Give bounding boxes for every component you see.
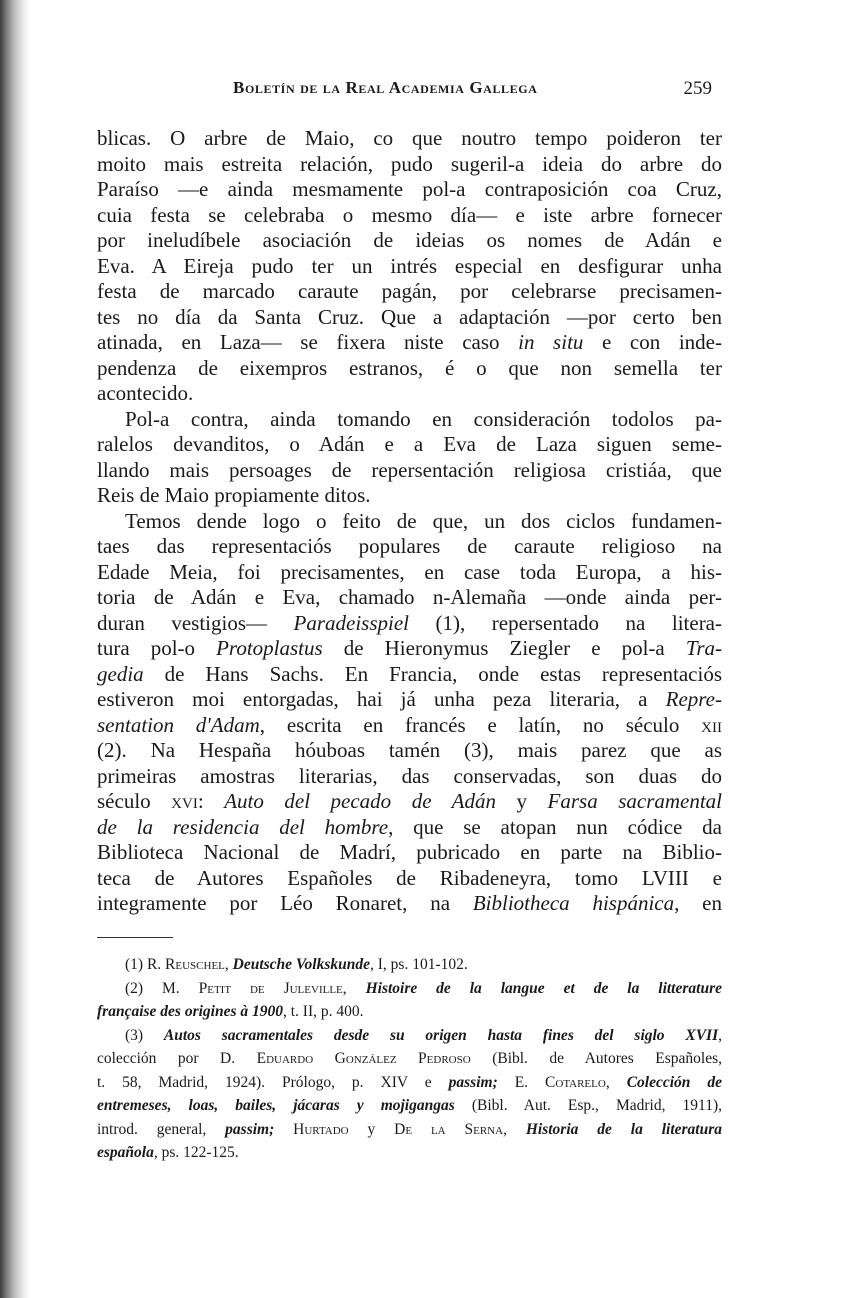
text-line (97, 279, 722, 305)
text-line (97, 560, 722, 586)
footnote-line (97, 977, 722, 1001)
text-run: cuia festa se celebraba o mesmo día— e iste arbre fornecer (97, 202, 722, 227)
text-run: , (224, 956, 233, 973)
italic-text: Tra- (685, 636, 722, 660)
text-line (97, 687, 722, 713)
text-run: blicas. O arbre de Maio, co que noutro tempo poideron ter (97, 126, 722, 150)
text-run: por ineludíbele asociación de ideias os nomes de Adán e (97, 228, 722, 252)
text-run (274, 1121, 293, 1138)
footnote-rule (97, 937, 173, 938)
text-run: ralelos devanditos, o Adán e a Eva de Laza siguen seme- (97, 432, 722, 456)
text-line (97, 432, 722, 458)
italic-text: in situ (518, 330, 584, 354)
text-line (97, 764, 722, 790)
text-run: estiveron moi entorgadas, hai já unha peza literaria, a (97, 687, 666, 711)
small-caps-text: Eduardo González Pedroso (256, 1050, 471, 1067)
small-caps-text: Hurtado (293, 1120, 349, 1138)
small-caps-text: De la Serna (394, 1120, 504, 1138)
text-line (97, 177, 722, 203)
text-run: tes no día da Santa Cruz. Que a adaptación —por certo ben (97, 304, 722, 329)
text-line (97, 203, 722, 229)
text-run: , I, ps. 101-102. (370, 956, 468, 973)
text-run: moito mais estreita relación, pudo sugeril-a ideia do arbre do (97, 151, 722, 176)
text-line (97, 330, 722, 356)
text-run: t. 58, Madrid, 1924). Prólogo, p. XIV e (97, 1073, 449, 1091)
text-line (97, 228, 722, 254)
small-caps-text: Cotarelo (545, 1073, 606, 1091)
text-line (97, 305, 722, 331)
text-line (97, 356, 722, 382)
text-run: Eva. A Eireja pudo ter un intrés especial en desfigurar unha (97, 253, 722, 278)
text-line (97, 866, 722, 892)
text-line (97, 509, 722, 535)
italic-text: Deutsche Volkskunde (232, 956, 371, 973)
italic-text: gedia (97, 661, 144, 686)
text-run: y (495, 789, 548, 813)
text-line (97, 738, 722, 764)
text-line (97, 662, 722, 688)
text-run: , (718, 1026, 722, 1044)
text-run: teca de Autores Españoles de Ribadeneyra, tomo LVIII e (97, 865, 722, 890)
small-caps-text: Reuschel (165, 956, 225, 973)
italic-text: Protoplastus (216, 636, 323, 660)
page-header (97, 78, 722, 106)
text-line (97, 585, 722, 611)
footnote-line (97, 1094, 722, 1118)
text-run: , en (674, 891, 722, 915)
text-run: (1) R. (125, 956, 166, 973)
text-run: introd. general, (97, 1120, 226, 1138)
italic-text: sentation d'Adam (97, 712, 260, 737)
text-run: (1), repersentado na litera- (409, 610, 722, 635)
text-run: atinada, en Laza— se fixera niste caso (97, 330, 519, 354)
text-run: duran vestigios— (97, 610, 294, 635)
italic-text: Bibliotheca hispánica (472, 891, 675, 915)
text-run: Reis de Maio propiamente ditos. (97, 483, 371, 507)
text-run: (2). Na Hespaña hóuboas tamén (3), mais parez que as (97, 738, 722, 762)
text-run: século (97, 789, 172, 813)
small-caps-text: xvi (171, 789, 198, 813)
text-run: tura pol-o (97, 636, 217, 660)
italic-text: Auto del pecado de Adán (224, 789, 496, 813)
text-run: y (348, 1120, 395, 1138)
text-run: toria de Adán e Eva, chamado n-Alemaña —onde ainda per- (97, 585, 722, 609)
text-run: acontecido. (97, 381, 194, 405)
text-run: : (197, 789, 225, 813)
body-text (97, 126, 722, 917)
text-run: E. (497, 1073, 546, 1091)
text-line (97, 254, 722, 280)
text-run: colección por D. (97, 1050, 257, 1067)
text-run: (Bibl. de Autores Españoles, (470, 1050, 722, 1067)
footnote-line (97, 1024, 722, 1048)
text-run: e con inde- (583, 330, 722, 354)
italic-text: Autos sacramentales desde su origen hasta fines del siglo XVII (163, 1026, 719, 1044)
footnote-line (97, 1118, 722, 1142)
footnote-line (97, 1071, 722, 1095)
text-line (97, 407, 722, 433)
italic-text: française des origines à 1900 (97, 1003, 283, 1020)
text-run: Paraíso —e ainda mesmamente pol-a contraposición coa Cruz, (97, 177, 722, 201)
text-run: Pol-a contra, ainda tomando en consideración todolos pa- (125, 406, 722, 431)
text-run: , que se atopan nun códice da (388, 814, 722, 839)
text-line (97, 611, 722, 637)
italic-text: passim; (448, 1073, 498, 1091)
text-run: , (342, 979, 366, 997)
text-line (97, 381, 722, 407)
text-line (97, 636, 722, 662)
text-run: (Bibl. Aut. Esp., Madrid, 1911), (454, 1097, 722, 1114)
text-run: de Hans Sachs. En Francia, onde estas representaciós (143, 661, 722, 686)
italic-text: de la residencia del hombre (97, 814, 389, 839)
text-run: (2) M. (125, 979, 199, 997)
text-run: , (503, 1120, 526, 1138)
text-run: Biblioteca Nacional de Madrí, pubricado en parte na Biblio- (97, 840, 722, 864)
text-run: de Hieronymus Ziegler e pol-a (322, 636, 686, 660)
italic-text: Colección de (626, 1073, 723, 1091)
text-line (97, 891, 722, 917)
text-run: , ps. 122-125. (153, 1144, 239, 1161)
text-line (97, 840, 722, 866)
text-run: , escrita en francés e latín, no século (259, 712, 702, 737)
text-run: llando mais persoages de repersentación religiosa cristiáa, que (97, 457, 722, 482)
text-line (97, 483, 722, 509)
text-line (97, 713, 722, 739)
text-run: taes das representaciós populares de caraute religioso na (97, 534, 722, 558)
text-run: integramente por Léo Ronaret, na (97, 891, 473, 915)
text-line (97, 458, 722, 484)
text-run: pendenza de eixempros estranos, é o que non semella ter (97, 355, 722, 380)
text-run: (3) (125, 1026, 164, 1044)
small-caps-text: xii (701, 712, 722, 737)
text-run: primeiras amostras literarias, das conservadas, son duas do (97, 763, 722, 788)
italic-text: entremeses, loas, bailes, jácaras y mojigangas (97, 1097, 455, 1114)
footnote-line (97, 953, 722, 977)
text-line (97, 126, 722, 152)
page-number: 259 (683, 78, 712, 99)
running-title: Boletín de la Real Academia Gallega (233, 78, 538, 97)
footnote-line (97, 1000, 722, 1024)
italic-text: Farsa sacramental (547, 789, 723, 813)
footnote-line (97, 1141, 722, 1165)
italic-text: Historia de la literatura (525, 1120, 723, 1138)
text-run: Temos dende logo o feito de que, un dos ciclos fundamen- (125, 508, 722, 533)
text-run: , (605, 1073, 627, 1091)
italic-text: passim; (225, 1120, 275, 1138)
book-binding-shadow (0, 0, 30, 1298)
text-run: Edade Meia, foi precisamentes, en case toda Europa, a his- (97, 559, 722, 584)
footnote-line (97, 1047, 722, 1071)
footnotes (97, 953, 722, 1165)
text-line (97, 152, 722, 178)
italic-text: española (97, 1144, 154, 1161)
text-line (97, 534, 722, 560)
small-caps-text: Petit de Juleville (198, 979, 343, 997)
text-run: , t. II, p. 400. (283, 1003, 364, 1020)
text-line (97, 815, 722, 841)
italic-text: Histoire de la langue et de la litterature (365, 979, 722, 997)
text-run: festa de marcado caraute pagán, por celebrarse precisamen- (97, 279, 722, 303)
italic-text: Repre- (665, 687, 722, 711)
text-line (97, 789, 722, 815)
italic-text: Paradeisspiel (293, 610, 409, 635)
